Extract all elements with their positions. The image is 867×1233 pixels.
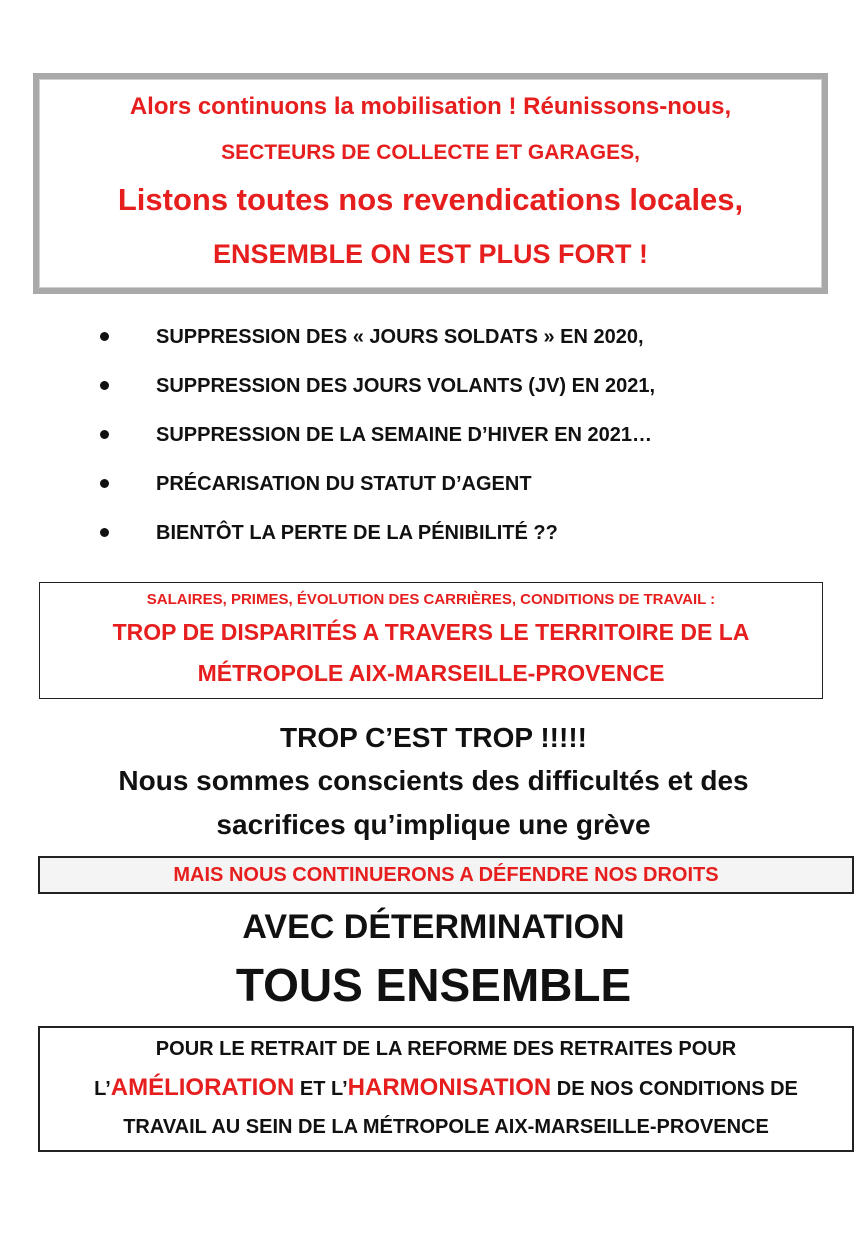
mobilisation-callout-box [33,73,828,294]
determination-heading: AVEC DÉTERMINATION [242,908,625,946]
demands-list [100,322,800,567]
callout-line-1: Alors continuons la mobilisation ! Réunissons-nous, [129,93,732,120]
trop-heading: TROP C’EST TROP !!!!! [280,722,587,753]
retrait-line-3: TRAVAIL AU SEIN DE LA MÉTROPOLE AIX-MARSEILLE-PROVENCE [123,1116,769,1138]
callout-line-3: Listons toutes nos revendications locales, [117,182,744,217]
list-item [100,322,800,371]
list-item [100,518,800,567]
tous-ensemble-heading: TOUS ENSEMBLE [235,959,632,1011]
list-item-text: SUPPRESSION DES « JOURS SOLDATS » EN 2020, [156,326,644,348]
list-item-text: PRÉCARISATION DU STATUT D’AGENT [156,473,532,495]
list-item [100,371,800,420]
list-item [100,469,800,518]
rights-banner [38,856,854,894]
bullet-icon [100,528,109,537]
amelioration-keyword: AMÉLIORATION [110,1074,295,1101]
conscious-line-2: sacrifices qu’implique une grève [216,809,651,840]
disparities-line-1: TROP DE DISPARITÉS A TRAVERS LE TERRITOIRE DE LA [112,619,750,645]
retrait-mid: ET L’ [294,1078,348,1100]
list-item-text: SUPPRESSION DES JOURS VOLANTS (JV) EN 2021, [156,375,656,397]
callout-line-4: ENSEMBLE ON EST PLUS FORT ! [212,239,649,269]
bullet-icon [100,430,109,439]
retrait-box [38,1026,854,1152]
disparities-subtitle: SALAIRES, PRIMES, ÉVOLUTION DES CARRIÈRES, CONDITIONS DE TRAVAIL : [146,591,716,608]
callout-line-2: SECTEURS DE COLLECTE ET GARAGES, [221,141,640,164]
list-item [100,420,800,469]
retrait-suffix: DE NOS CONDITIONS DE [551,1078,798,1100]
rights-text: MAIS NOUS CONTINUERONS A DÉFENDRE NOS DROITS [173,864,719,886]
bullet-icon [100,332,109,341]
conscious-line-1: Nous sommes conscients des difficultés et des [118,765,749,796]
list-item-text: BIENTÔT LA PERTE DE LA PÉNIBILITÉ ?? [156,522,558,544]
retrait-line-2 [40,1074,852,1102]
bullet-icon [100,381,109,390]
disparities-line-2: MÉTROPOLE AIX-MARSEILLE-PROVENCE [197,660,665,686]
harmonisation-keyword: HARMONISATION [347,1074,552,1101]
bullet-icon [100,479,109,488]
retrait-prefix: L’ [94,1078,111,1100]
retrait-line-1: POUR LE RETRAIT DE LA REFORME DES RETRAITES POUR [155,1038,737,1060]
list-item-text: SUPPRESSION DE LA SEMAINE D’HIVER EN 2021… [156,424,653,446]
disparities-box [39,582,823,699]
